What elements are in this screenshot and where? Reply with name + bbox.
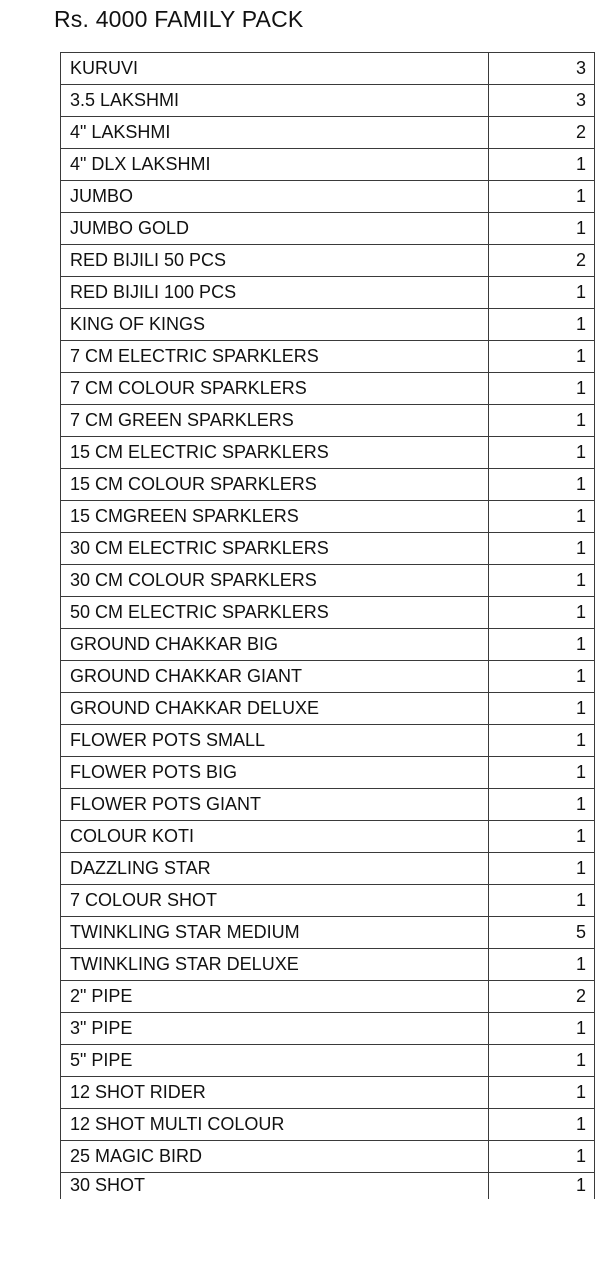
item-name-cell: 15 CM COLOUR SPARKLERS <box>61 469 489 501</box>
item-name-cell: RED BIJILI 50 PCS <box>61 245 489 277</box>
item-name-cell: TWINKLING STAR DELUXE <box>61 949 489 981</box>
item-qty-cell: 1 <box>489 853 595 885</box>
item-qty-cell: 2 <box>489 117 595 149</box>
table-row <box>61 213 595 245</box>
item-qty-cell: 1 <box>489 341 595 373</box>
table-row <box>61 981 595 1013</box>
table-row <box>61 341 595 373</box>
table-row <box>61 1109 595 1141</box>
item-name-cell: 7 CM COLOUR SPARKLERS <box>61 373 489 405</box>
item-qty-cell: 1 <box>489 693 595 725</box>
item-qty-cell: 1 <box>489 213 595 245</box>
item-qty-cell: 1 <box>489 437 595 469</box>
table-row <box>61 693 595 725</box>
item-name-cell: 7 CM ELECTRIC SPARKLERS <box>61 341 489 373</box>
item-name-cell: 5" PIPE <box>61 1045 489 1077</box>
item-qty-cell: 3 <box>489 85 595 117</box>
table-row <box>61 821 595 853</box>
item-name-cell: 12 SHOT RIDER <box>61 1077 489 1109</box>
table-row <box>61 725 595 757</box>
item-name-cell: FLOWER POTS GIANT <box>61 789 489 821</box>
item-qty-cell: 1 <box>489 757 595 789</box>
item-qty-cell: 1 <box>489 1013 595 1045</box>
table-row <box>61 917 595 949</box>
item-qty-cell: 1 <box>489 565 595 597</box>
item-name-cell: 4" LAKSHMI <box>61 117 489 149</box>
table-row <box>61 1141 595 1173</box>
item-name-cell: KING OF KINGS <box>61 309 489 341</box>
item-name-cell: DAZZLING STAR <box>61 853 489 885</box>
item-qty-cell: 1 <box>489 1045 595 1077</box>
item-qty-cell: 1 <box>489 821 595 853</box>
item-name-cell: KURUVI <box>61 53 489 85</box>
table-row <box>61 405 595 437</box>
item-rows <box>61 53 595 1199</box>
table-row <box>61 1013 595 1045</box>
item-qty-cell: 1 <box>489 1141 595 1173</box>
item-name-cell: FLOWER POTS SMALL <box>61 725 489 757</box>
item-qty-cell: 5 <box>489 917 595 949</box>
item-name-cell: 3.5 LAKSHMI <box>61 85 489 117</box>
table-row <box>61 277 595 309</box>
item-qty-cell: 1 <box>489 597 595 629</box>
item-qty-cell: 1 <box>489 469 595 501</box>
table-row <box>61 885 595 917</box>
item-qty-cell: 1 <box>489 373 595 405</box>
item-name-cell: RED BIJILI 100 PCS <box>61 277 489 309</box>
item-qty-cell: 1 <box>489 1173 595 1199</box>
table-row <box>61 789 595 821</box>
item-name-cell: FLOWER POTS BIG <box>61 757 489 789</box>
item-qty-cell: 1 <box>489 405 595 437</box>
table-row <box>61 85 595 117</box>
item-name-cell: GROUND CHAKKAR DELUXE <box>61 693 489 725</box>
item-name-cell: 4" DLX LAKSHMI <box>61 149 489 181</box>
item-qty-cell: 1 <box>489 277 595 309</box>
table-row <box>61 949 595 981</box>
table-row <box>61 53 595 85</box>
table-row <box>61 181 595 213</box>
item-name-cell: 12 SHOT MULTI COLOUR <box>61 1109 489 1141</box>
table-row <box>61 373 595 405</box>
item-name-cell: GROUND CHAKKAR BIG <box>61 629 489 661</box>
table-row <box>61 853 595 885</box>
item-qty-cell: 1 <box>489 1077 595 1109</box>
item-qty-cell: 1 <box>489 661 595 693</box>
item-name-cell: 25 MAGIC BIRD <box>61 1141 489 1173</box>
item-name-cell: GROUND CHAKKAR GIANT <box>61 661 489 693</box>
item-qty-cell: 1 <box>489 1109 595 1141</box>
item-qty-cell: 1 <box>489 725 595 757</box>
item-name-cell: 3" PIPE <box>61 1013 489 1045</box>
item-name-cell: 50 CM ELECTRIC SPARKLERS <box>61 597 489 629</box>
table-row <box>61 565 595 597</box>
table-row <box>61 661 595 693</box>
table-row <box>61 533 595 565</box>
table-row <box>61 469 595 501</box>
item-name-cell: JUMBO GOLD <box>61 213 489 245</box>
table-row <box>61 1045 595 1077</box>
item-qty-cell: 1 <box>489 885 595 917</box>
item-name-cell: COLOUR KOTI <box>61 821 489 853</box>
item-name-cell: 30 CM ELECTRIC SPARKLERS <box>61 533 489 565</box>
item-qty-cell: 3 <box>489 53 595 85</box>
item-name-cell: JUMBO <box>61 181 489 213</box>
item-qty-cell: 1 <box>489 149 595 181</box>
table-row <box>61 117 595 149</box>
item-name-cell: 7 COLOUR SHOT <box>61 885 489 917</box>
item-table <box>60 52 595 1199</box>
item-qty-cell: 1 <box>489 309 595 341</box>
item-name-cell: 15 CMGREEN SPARKLERS <box>61 501 489 533</box>
item-name-cell: 15 CM ELECTRIC SPARKLERS <box>61 437 489 469</box>
item-qty-cell: 1 <box>489 789 595 821</box>
table-row <box>61 629 595 661</box>
item-name-cell: TWINKLING STAR MEDIUM <box>61 917 489 949</box>
item-qty-cell: 1 <box>489 533 595 565</box>
item-name-cell: 7 CM GREEN SPARKLERS <box>61 405 489 437</box>
page-title: Rs. 4000 FAMILY PACK <box>54 6 304 32</box>
table-row <box>61 149 595 181</box>
item-qty-cell: 1 <box>489 501 595 533</box>
table-row <box>61 501 595 533</box>
item-qty-cell: 1 <box>489 629 595 661</box>
item-qty-cell: 2 <box>489 981 595 1013</box>
table-row <box>61 1077 595 1109</box>
table-row <box>61 437 595 469</box>
item-name-cell: 30 SHOT <box>61 1173 489 1199</box>
table-row <box>61 1173 595 1199</box>
item-qty-cell: 2 <box>489 245 595 277</box>
item-qty-cell: 1 <box>489 949 595 981</box>
item-name-cell: 30 CM COLOUR SPARKLERS <box>61 565 489 597</box>
table-row <box>61 245 595 277</box>
item-name-cell: 2" PIPE <box>61 981 489 1013</box>
table-row <box>61 757 595 789</box>
item-qty-cell: 1 <box>489 181 595 213</box>
table-row <box>61 597 595 629</box>
table-row <box>61 309 595 341</box>
